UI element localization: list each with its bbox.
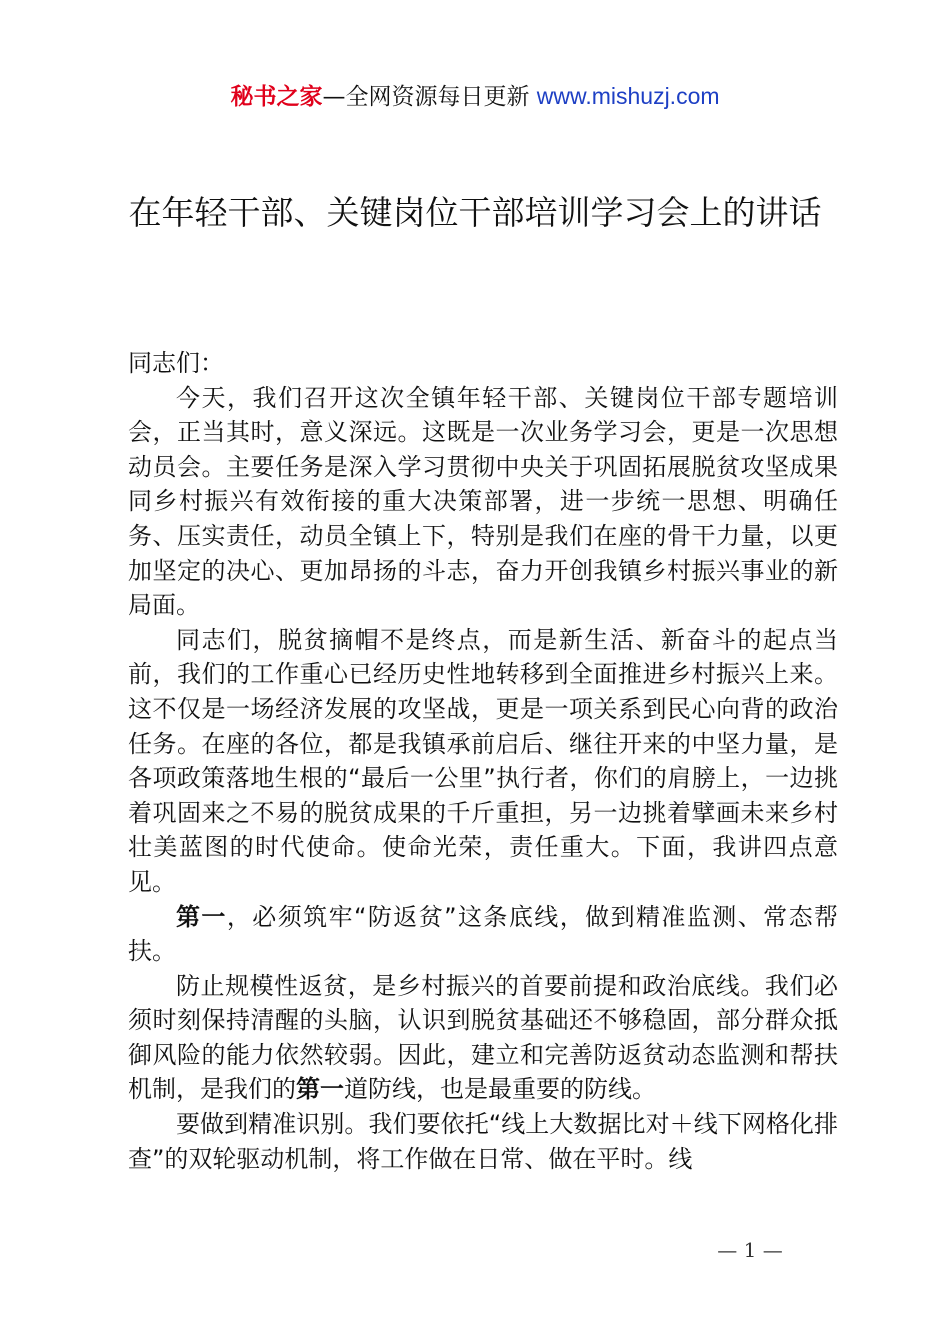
paragraph-2-text: 同志们，脱贫摘帽不是终点，而是新生活、新奋斗的起点当前，我们的工作重心已经历史性地转移到全面推进乡村振兴上来。这不仅是一场经济发展的攻坚战，更是一项关系到民心向背的政治任务。在座的各位，都是我镇承前启后、继往开来的中坚力量，是各项政策落地生根的“最后一公里”执行者，你们的肩膀上，一边挑着巩固来之不易的脱贫成果的千斤重担，另一边挑着擘画未来乡村壮美蓝图的时代使命。使命光荣，责任重大。下面，我讲四点意见。 <box>128 625 838 896</box>
section-heading-1 <box>128 900 838 969</box>
paragraph-3-text-after: 道防线，也是最重要的防线。 <box>344 1075 656 1104</box>
page-number: — 1 — <box>717 1238 783 1262</box>
paragraph-3-bold: 第一 <box>296 1075 344 1104</box>
paragraph-2 <box>128 623 838 900</box>
document-body <box>128 346 838 1176</box>
banner-brand[interactable]: 秘书之家 <box>230 84 323 110</box>
banner-tagline: —全网资源每日更新 <box>322 84 537 110</box>
paragraph-1-text: 今天，我们召开这次全镇年轻干部、关键岗位干部专题培训会，正当其时，意义深远。这既是一次业务学习会，更是一次思想动员会。主要任务是深入学习贯彻中央关于巩固拓展脱贫攻坚成果同乡村振兴有效衔接的重大决策部署，进一步统一思想、明确任务、压实责任，动员全镇上下，特别是我们在座的骨干力量，以更加坚定的决心、更加昂扬的斗志，奋力开创我镇乡村振兴事业的新局面。 <box>128 383 838 620</box>
paragraph-3-text: 防止规模性返贫，是乡村振兴的首要前提和政治底线。我们必须时刻保持清醒的头脑，认识到脱贫基础还不够稳固，部分群众抵御风险的能力依然较弱。因此，建立和完善防返贫动态监测和帮扶机制，是我们的 <box>128 971 838 1104</box>
paragraph-4 <box>128 1107 838 1176</box>
document-title: 在年轻干部、关键岗位干部培训学习会上的讲话 <box>128 193 822 232</box>
section-heading-1-lead: 第一 <box>176 902 227 931</box>
salutation: 同志们： <box>128 349 224 377</box>
section-heading-1-text: ，必须筑牢“防返贫”这条底线，做到精准监测、常态帮扶。 <box>128 902 838 966</box>
paragraph-3 <box>128 969 838 1107</box>
site-banner <box>0 80 950 113</box>
paragraph-4-text: 要做到精准识别。我们要依托“线上大数据比对＋线下网格化排查”的双轮驱动机制，将工作做在日常、做在平时。线 <box>128 1110 838 1173</box>
paragraph-1 <box>128 381 838 623</box>
banner-site-link[interactable]: www.mishuzj.com <box>536 83 720 109</box>
